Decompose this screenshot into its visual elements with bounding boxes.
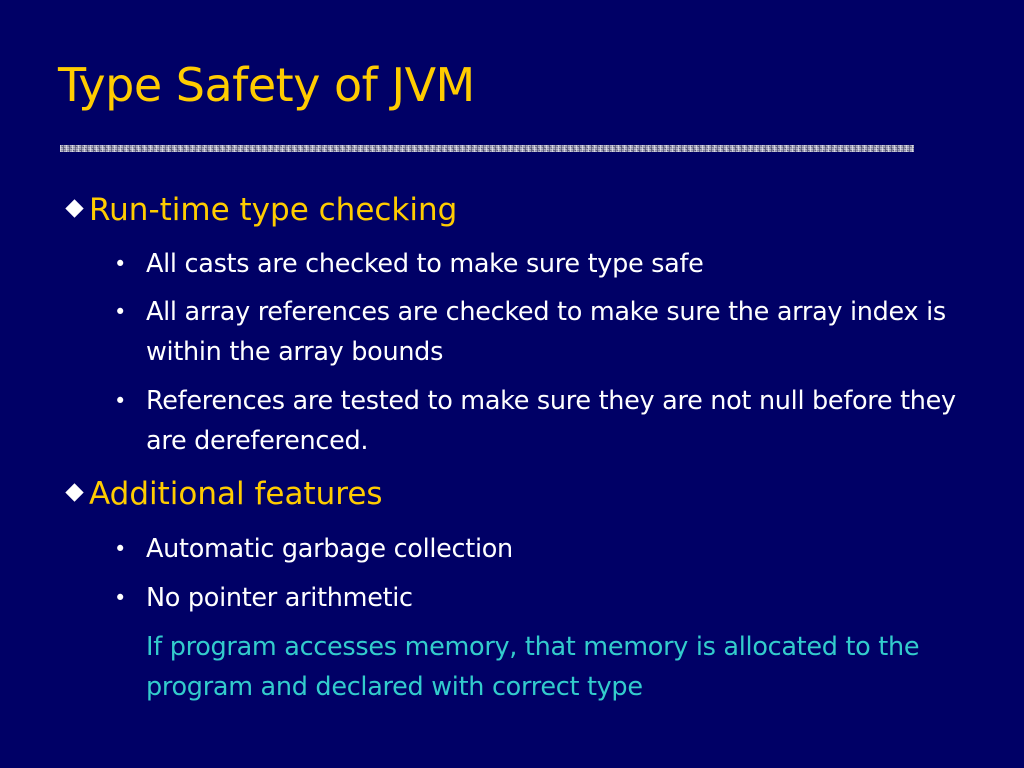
bullet-dot-icon: • (114, 300, 127, 324)
bullet-item (114, 529, 994, 569)
section-heading-additional-features (66, 476, 383, 512)
diamond-icon (66, 484, 83, 501)
diamond-icon (66, 200, 83, 217)
bullet-text: References are tested to make sure they are not null before they are dereferenced. (146, 386, 956, 456)
bullet-dot-icon: • (114, 389, 127, 413)
bullet-text: All casts are checked to make sure type safe (146, 249, 704, 279)
slide-title: Type Safety of JVM (58, 58, 475, 112)
bullet-dot-icon: • (114, 586, 127, 610)
bullet-item (114, 292, 994, 372)
title-divider (60, 145, 914, 152)
section-heading-text: Run-time type checking (89, 192, 458, 228)
bullet-dot-icon: • (114, 537, 127, 561)
bullet-item (114, 578, 994, 618)
bullet-item (114, 244, 994, 284)
section-heading-text: Additional features (89, 476, 383, 512)
bullet-dot-icon: • (114, 252, 127, 276)
bullet-text: No pointer arithmetic (146, 583, 413, 613)
bullet-item (114, 381, 994, 461)
bullet-text: All array references are checked to make sure the array index is within the array bounds (146, 297, 946, 367)
note-text: If program accesses memory, that memory is allocated to the program and declared with correct type (146, 632, 920, 702)
section-heading-run-time-type-checking (66, 192, 458, 228)
bullet-text: Automatic garbage collection (146, 534, 513, 564)
